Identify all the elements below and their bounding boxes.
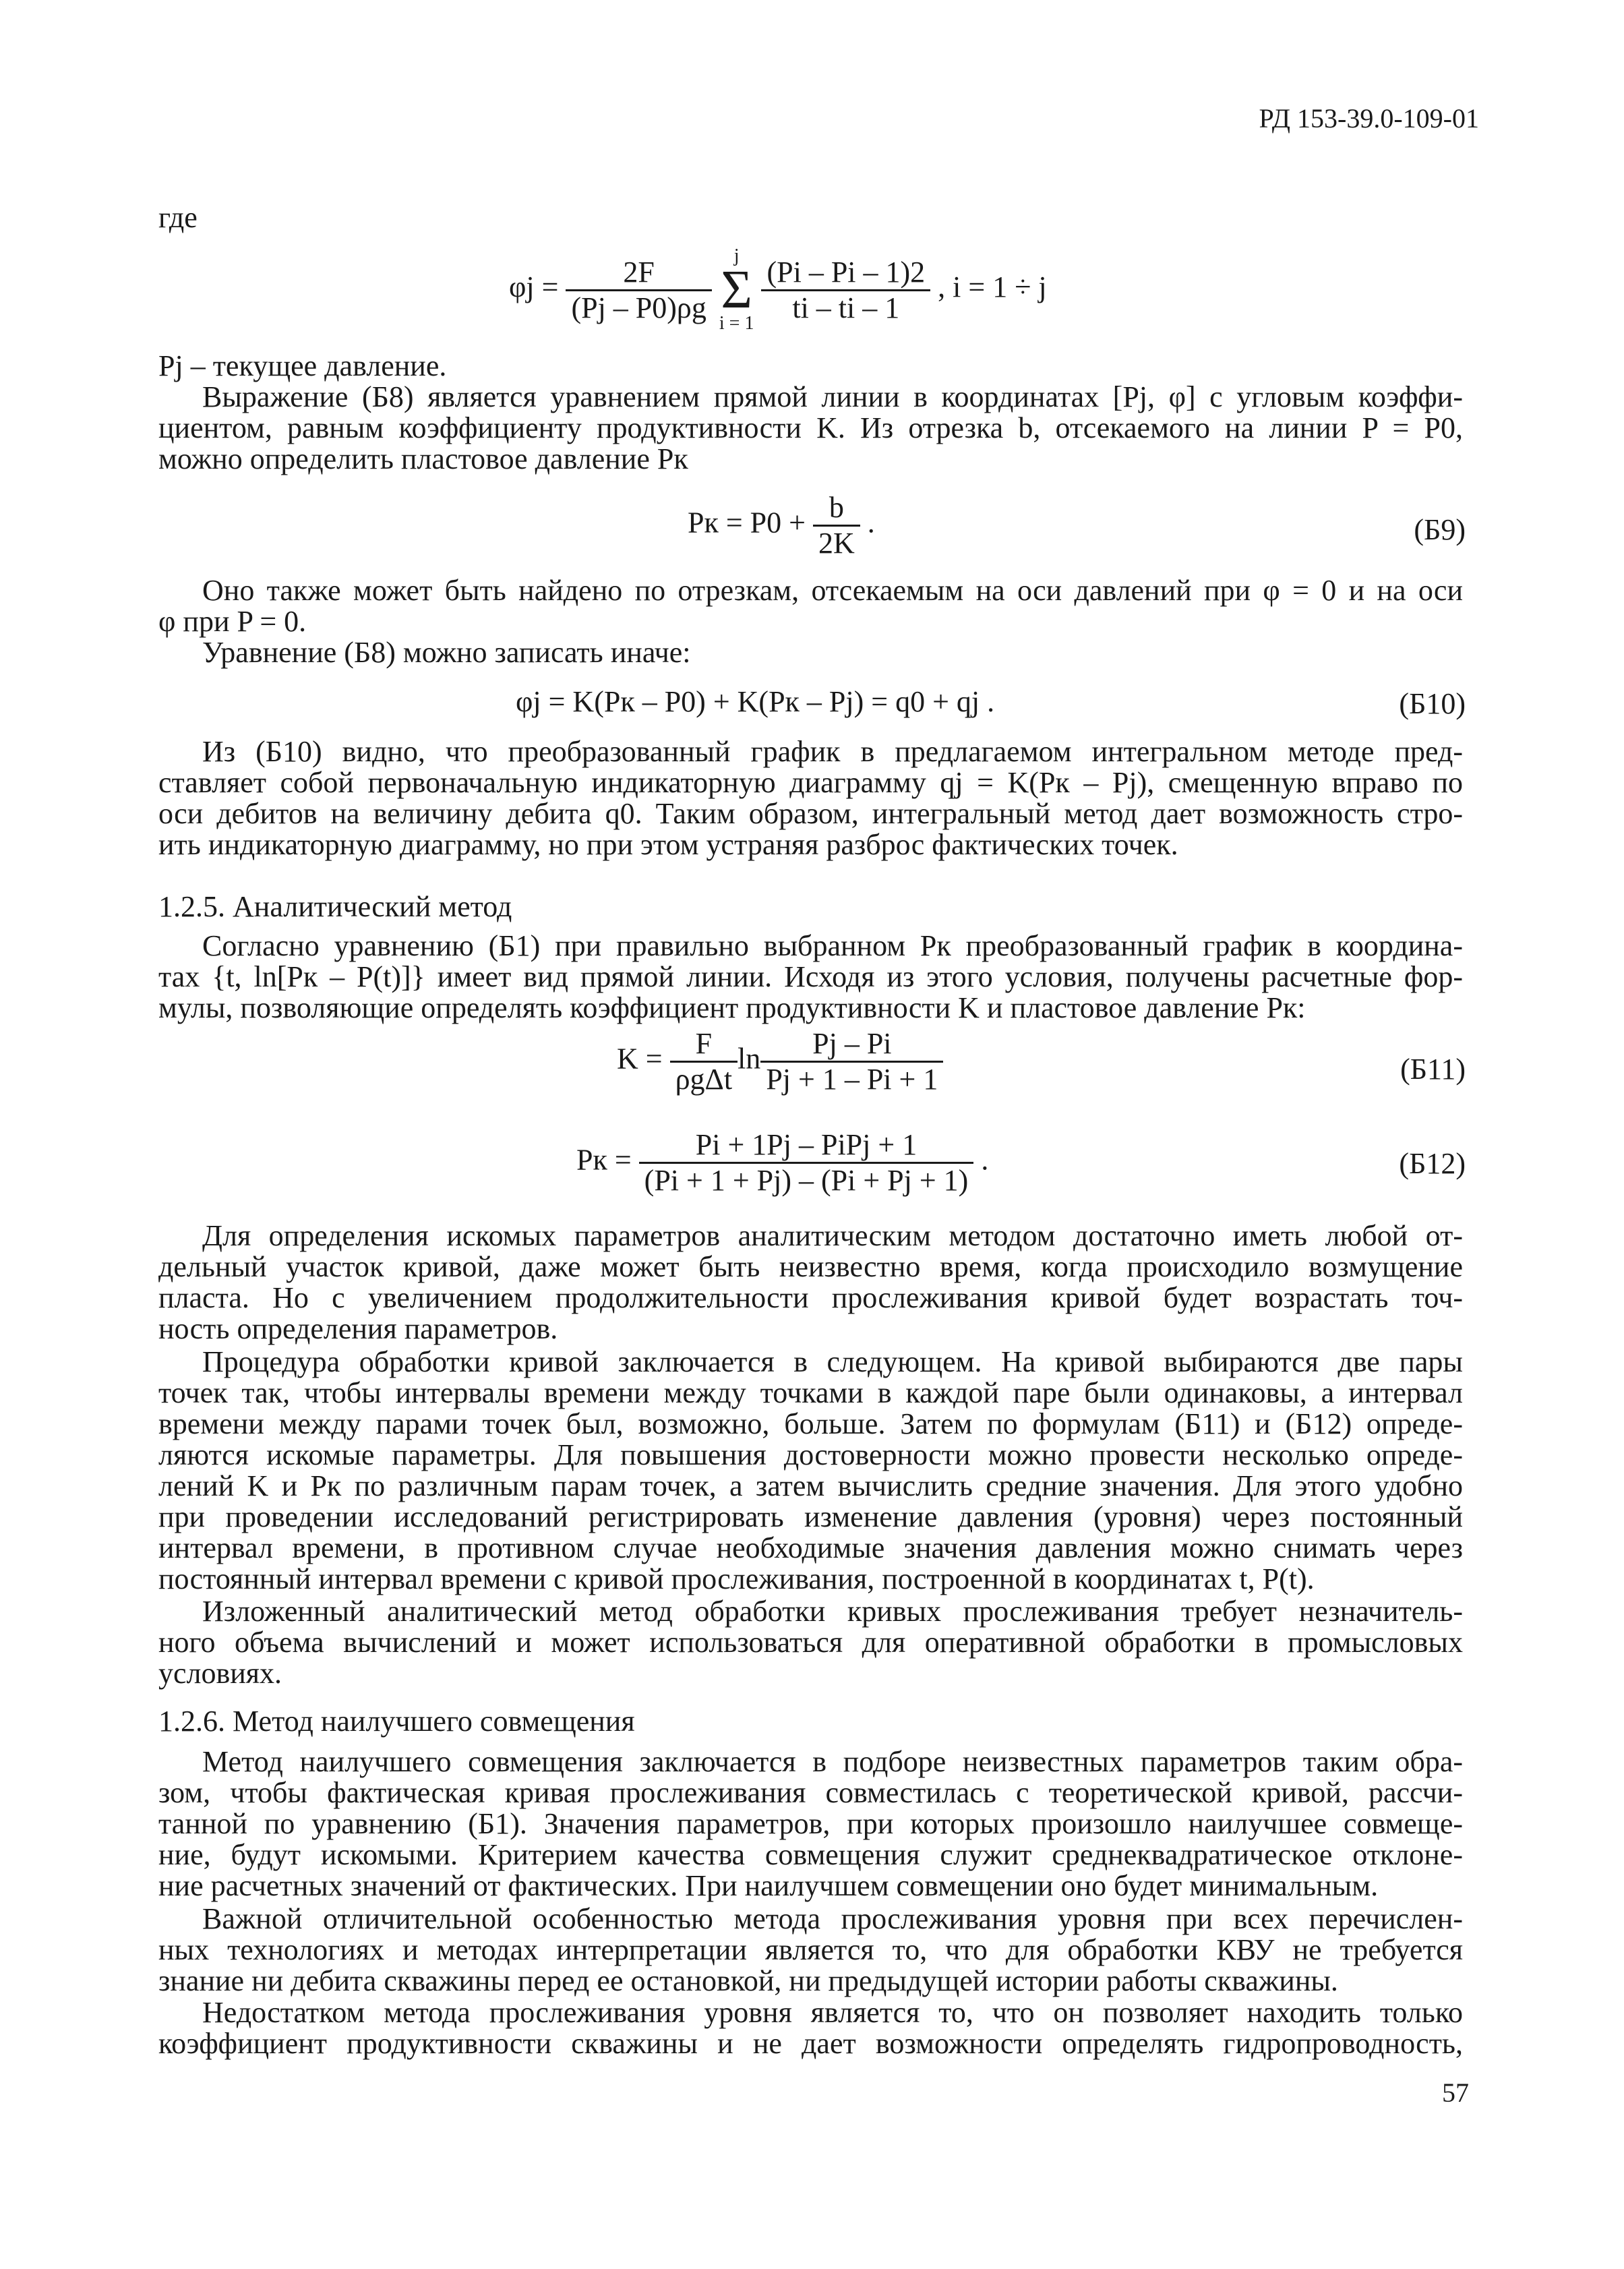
- formula-phi-lhs: φj: [509, 270, 535, 304]
- formula-b10: φj = K(Pк – P0) + K(Pк – Pj) = q0 + qj .: [516, 685, 995, 718]
- word-gde: где: [158, 201, 198, 234]
- document-code: РД 153-39.0-109-01: [1259, 103, 1479, 134]
- formula-phi-denominator: (Pj – P0)ρg: [571, 291, 706, 324]
- sum-upper-limit: j: [733, 245, 740, 266]
- formula-phi-numerator: 2F: [566, 257, 711, 291]
- equation-number-b11: (Б11): [1400, 1053, 1466, 1086]
- formula-b11-fraction-2: $\frac{Pj - Pi}{Pj + 1 - Pi + 1}$: [760, 1028, 943, 1095]
- paragraph-integral-method: Из (Б10) видно, что преобразованный график в предлагаемом интегральном методе пред- ставляет собой первоначальную индикаторную диаграмму qj = K(Pк – Pj), смещенную вправо по оси дебитов на величину дебита q0. Таким образом, интегральный метод дает возможность стро- ить индикаторную диаграмму, но при этом устраняя разброс фактических точек.: [158, 735, 1463, 861]
- formula-b9-fraction: $\frac{b}{2K}$: [813, 492, 860, 559]
- formula-phi-range: , i = 1 ÷ j: [938, 270, 1047, 304]
- equation-number-b9: (Б9): [1414, 513, 1466, 546]
- paragraph-best-fit: Метод наилучшего совмещения заключается в подборе неизвестных параметров таким обра- зом, чтобы фактическая кривая прослеживания совместилась с теоретической кривой, рассчи- танной по уравнению (Б1). Значения параметров, при которых произошло наилучшее совмеще- ние, будут искомыми. Критерием качества совмещения служит среднеквадратическое отклоне- ние расчетных значений от фактических. При наилучшем совмещении оно будет минимальным.: [158, 1745, 1463, 1902]
- paragraph-rewrite: Уравнение (Б8) можно записать иначе:: [202, 636, 691, 669]
- paragraph-drawback: Недостатком метода прослеживания уровня является то, что он позволяет находить только коэффициент продуктивности скважины и не дает возможности определять гидропроводность,: [158, 1996, 1463, 2060]
- formula-b11-fraction-1: $\frac{F}{\text{ρgΔt}}$: [670, 1028, 738, 1095]
- paragraph-pj: Pj – текущее давление.: [158, 349, 447, 382]
- sum-lower-limit: i = 1: [719, 313, 754, 334]
- paragraph-b8-line: Выражение (Б8) является уравнением прямой линии в координатах [Pj, φ] с угловым коэффи- циентом, равным коэффициенту продуктивности K. Из отрезка b, отсекаемого на линии P = P0, можно определить пластовое давление Pк: [158, 380, 1463, 475]
- paragraph-analytic-summary: Изложенный аналитический метод обработки кривых прослеживания требует незначитель- ного объема вычислений и может использоваться для оперативной обработки в промысловых условиях.: [158, 1595, 1463, 1690]
- formula-phi-inner-numerator: (Pi – Pi – 1)2: [761, 257, 930, 291]
- page-number: 57: [1442, 2078, 1469, 2108]
- formula-phi-eq: =: [541, 270, 559, 304]
- paragraph-analytic-intro: Согласно уравнению (Б1) при правильно выбранном Pк преобразованный график в координа- тах {t, ln[Pк – P(t)]} имеет вид прямой линии. Исходя из этого условия, получены расчетные фор- мулы, позволяющие определять коэффициент продуктивности K и пластовое давление Pк:: [158, 929, 1463, 1024]
- formula-b12-fraction: $\frac{\text{Pi + 1Pj – PiPj + 1}}{(Pi + 1 + Pj) - (Pi + Pj + 1)}$: [639, 1129, 974, 1196]
- formula-b9: Pк = P0 + $\frac{b}{2K}$ .: [688, 491, 875, 560]
- formula-b12: Pк = $\frac{\text{Pi + 1Pj – PiPj + 1}}{(Pi + 1 + Pj) - (Pi + Pj + 1)}$ .: [576, 1128, 989, 1197]
- section-heading-1-2-5: 1.2.5. Аналитический метод: [158, 890, 512, 923]
- equation-number-b12: (Б12): [1399, 1147, 1466, 1180]
- formula-phi: [509, 246, 1047, 334]
- formula-b11: K = $\frac{F}{\text{ρgΔt}}$ ln $\frac{Pj - Pi}{Pj + 1 - Pi + 1}$: [617, 1028, 943, 1095]
- sum-symbol: j Σ i = 1: [719, 245, 754, 334]
- formula-phi-fraction: [566, 257, 711, 324]
- formula-phi-inner-fraction: [761, 257, 930, 324]
- paragraph-feature: Важной отличительной особенностью метода прослеживания уровня при всех перечислен- ных технологиях и методах интерпретации является то, что для обработки КВУ не требуется знание ни дебита скважины перед ее остановкой, ни предыдущей истории работы скважины.: [158, 1902, 1463, 1997]
- paragraph-procedure: Процедура обработки кривой заключается в следующем. На кривой выбираются две пары точек так, чтобы интервалы времени между точками в каждой паре были одинаковы, а интервал времени между парами точек был, возможно, больше. Затем по формулам (Б11) и (Б12) опреде- ляются искомые параметры. Для повышения достоверности можно провести несколько опреде- лений K и Pк по различным парам точек, а затем вычислить средние значения. Для этого удобно при проведении исследований регистрировать изменение давления (уровня) через постоянный интервал времени, в противном случае необходимые значения давления можно снимать через постоянный интервал времени с кривой прослеживания, построенной в координатах t, P(t).: [158, 1345, 1463, 1595]
- formula-b9-lhs: Pк = P0 +: [688, 506, 806, 539]
- equation-number-b10: (Б10): [1399, 687, 1466, 720]
- paragraph-analytic-params: Для определения искомых параметров аналитическим методом достаточно иметь любой от- дельный участок кривой, даже может быть неизвестно время, когда происходило возмущение пласта. Но с увеличением продолжительности прослеживания кривой будет возрастать точ- ность определения параметров.: [158, 1219, 1463, 1345]
- section-heading-1-2-6: 1.2.6. Метод наилучшего совмещения: [158, 1705, 635, 1738]
- formula-phi-inner-denominator: ti – ti – 1: [792, 291, 900, 324]
- paragraph-intercepts: Оно также может быть найдено по отрезкам, отсекаемым на оси давлений при φ = 0 и на оси φ при P = 0.: [158, 574, 1463, 638]
